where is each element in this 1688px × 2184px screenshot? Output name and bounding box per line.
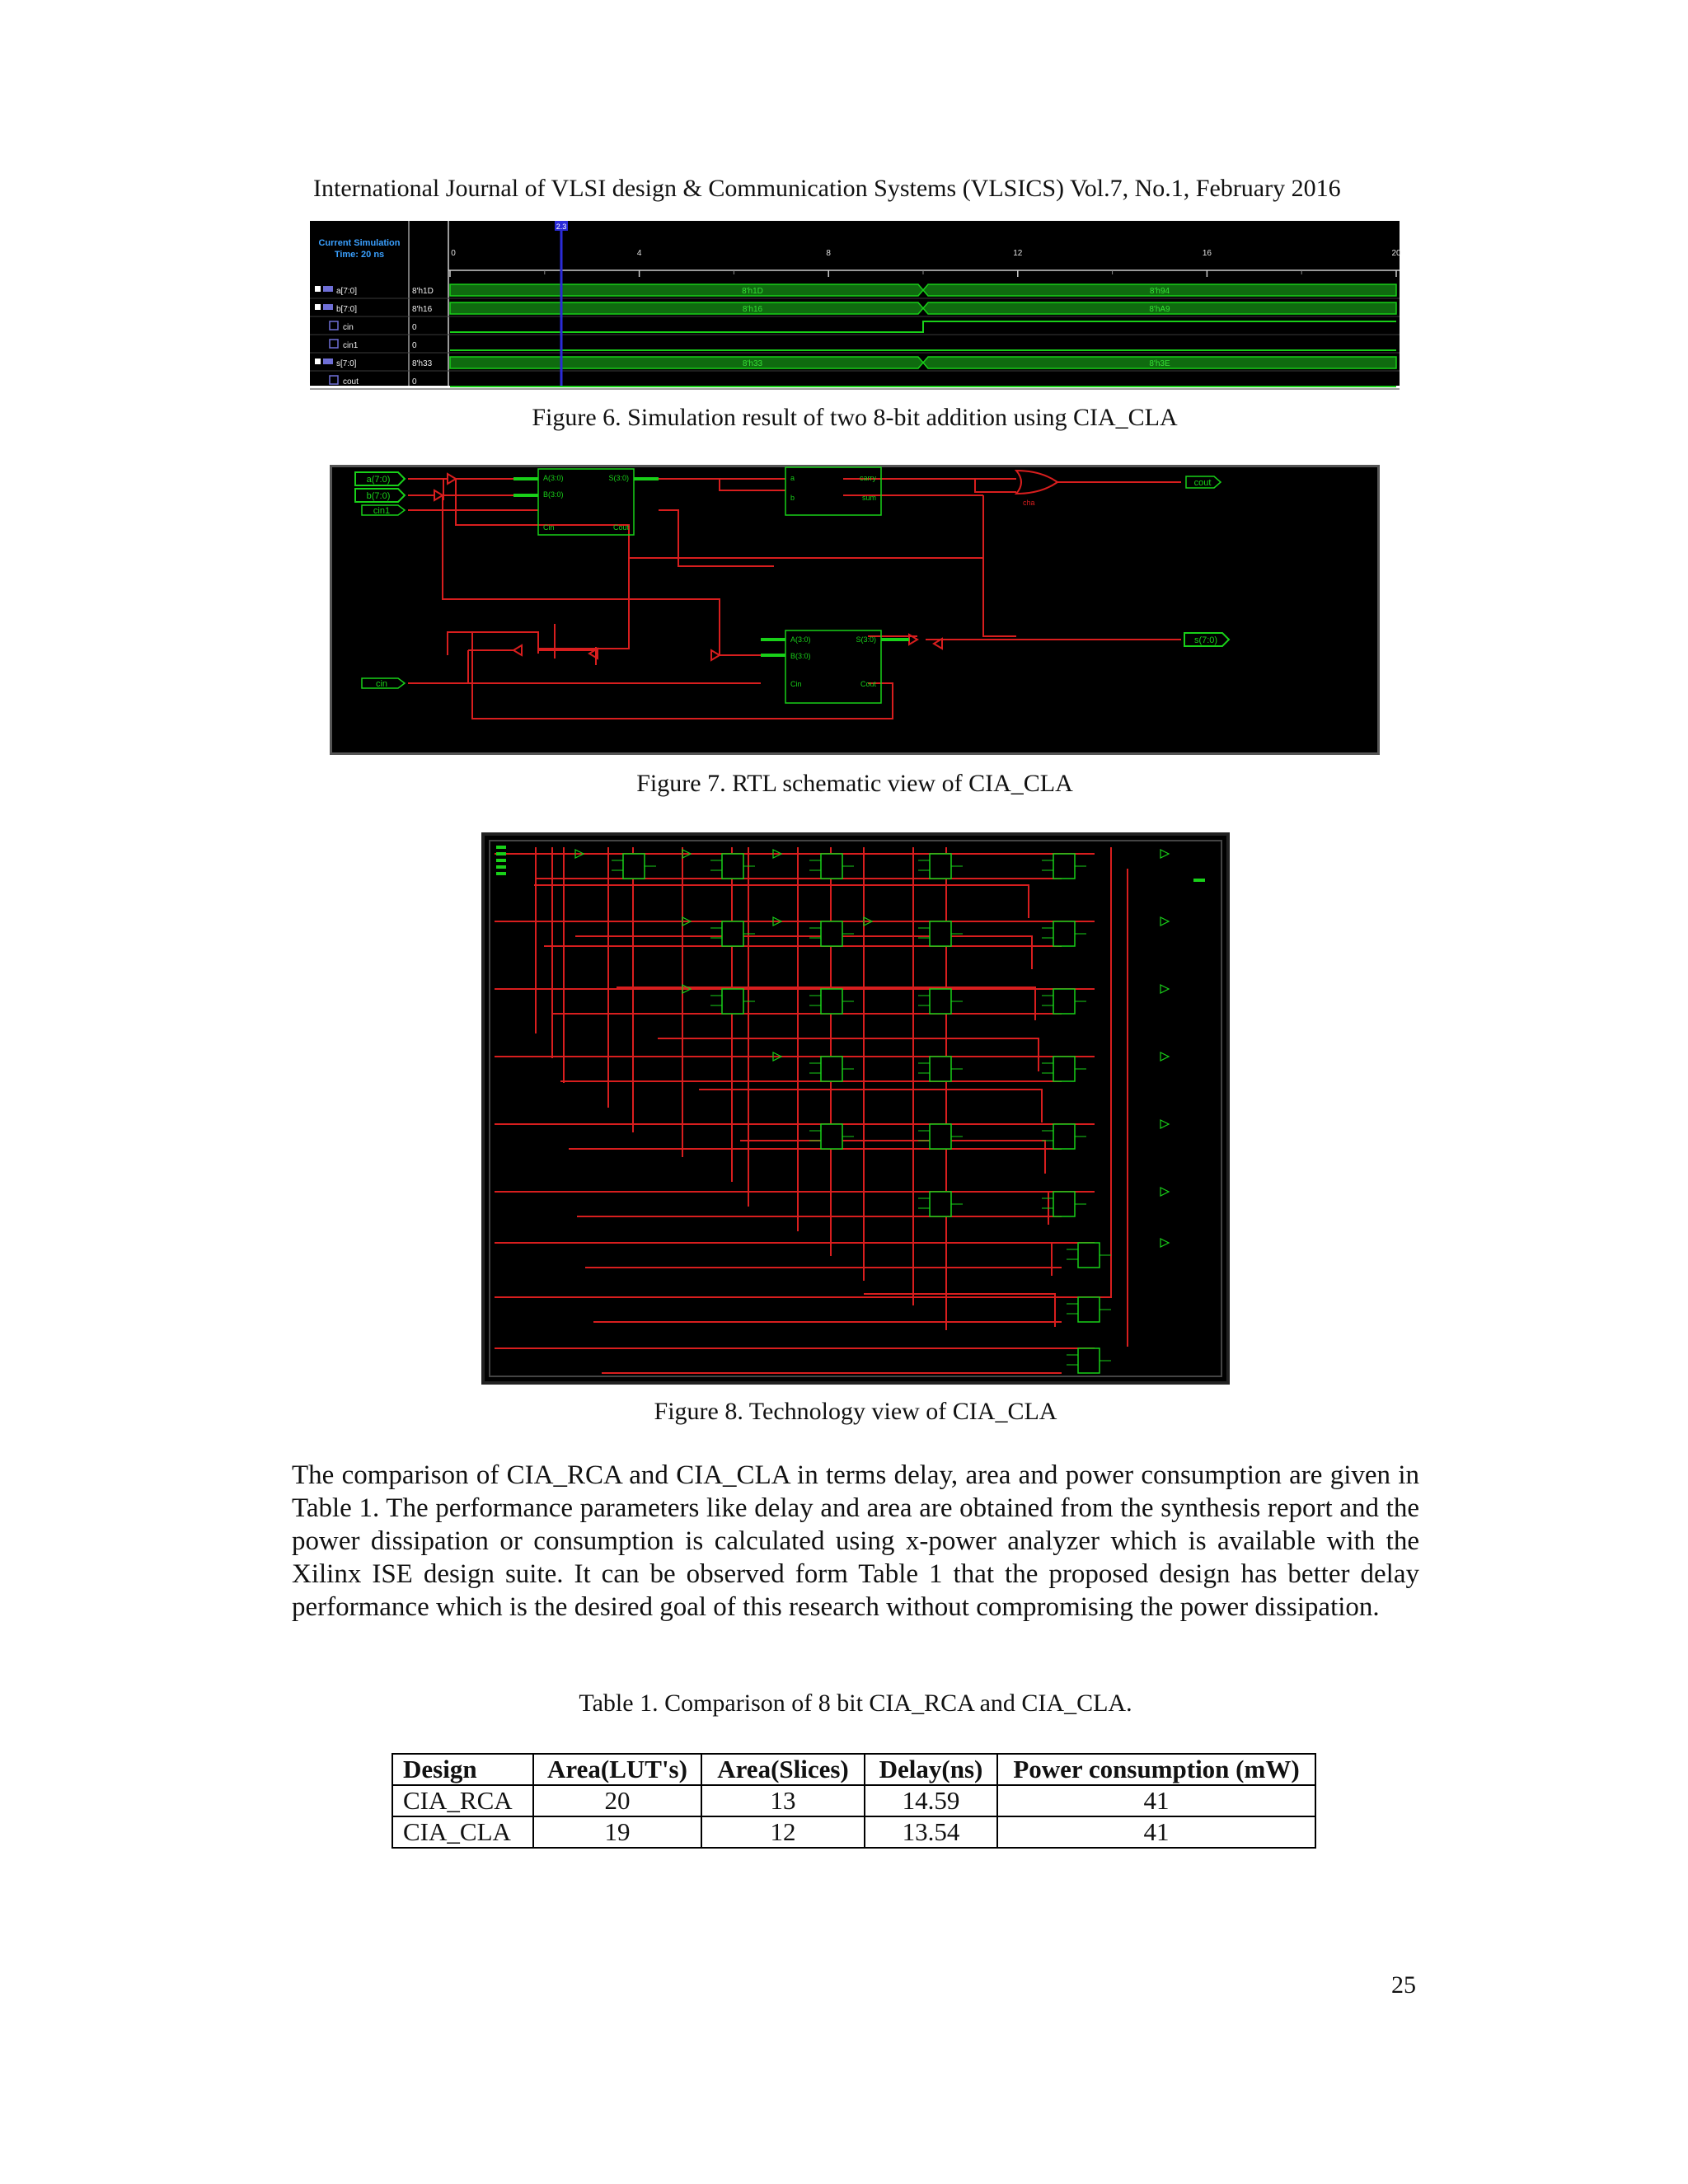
table-1-caption: Table 1. Comparison of 8 bit CIA_RCA and CIA_CLA.	[579, 1690, 1132, 1717]
expand-icon[interactable]	[315, 359, 321, 364]
lut-block	[1042, 1057, 1086, 1081]
svg-text:a(7:0): a(7:0)	[366, 475, 391, 485]
signal-value: 0	[412, 341, 417, 350]
signal-name: cout	[343, 377, 359, 387]
time-tick-label: 12	[1013, 249, 1023, 258]
buffer-symbol	[1160, 1188, 1169, 1196]
svg-text:s(7:0): s(7:0)	[1193, 635, 1218, 645]
figure-6-caption: Figure 6. Simulation result of two 8-bit addition using CIA_CLA	[532, 404, 1178, 431]
cell-delay: 13.54	[865, 1816, 997, 1848]
table-header-row	[392, 1754, 1315, 1785]
tech-input-port	[496, 865, 506, 869]
tech-lut-blocks	[496, 846, 1205, 1373]
rtl-adder-block-3	[761, 630, 909, 703]
time-tick-label: 0	[451, 249, 456, 258]
lut-block	[1042, 989, 1086, 1014]
svg-text:B(3:0): B(3:0)	[790, 652, 811, 660]
port-cin1	[362, 505, 405, 516]
panel-title-line1: Current Simulation	[318, 238, 401, 248]
signal-name: cin	[343, 323, 354, 332]
rtl-or-gate	[1016, 471, 1057, 507]
cell-design: CIA_RCA	[392, 1785, 533, 1816]
tech-wires	[495, 847, 1128, 1373]
cell-power: 41	[997, 1816, 1315, 1848]
svg-text:Cout: Cout	[612, 523, 629, 532]
time-tick-label: 16	[1202, 249, 1212, 258]
signal-row-cout[interactable]	[310, 376, 1400, 389]
figure-7-caption: Figure 7. RTL schematic view of CIA_CLA	[636, 770, 1073, 797]
waveform-svg	[310, 221, 1400, 386]
lut-block	[918, 1124, 963, 1149]
signal-value: 8'h16	[412, 305, 433, 314]
buffer-symbol	[1160, 850, 1169, 858]
header-design: Design	[392, 1754, 533, 1785]
tech-input-port	[496, 872, 506, 875]
signal-value: 8'h1D	[412, 287, 434, 296]
bus-segment	[450, 302, 923, 314]
svg-text:Cout: Cout	[860, 680, 876, 688]
lut-block	[918, 989, 963, 1014]
svg-text:sum: sum	[861, 494, 876, 502]
expand-icon[interactable]	[315, 304, 321, 310]
signal-rows	[310, 284, 1400, 389]
lut-block	[1067, 1297, 1111, 1322]
cell-power: 41	[997, 1785, 1315, 1816]
cell-area-slices: 12	[701, 1816, 865, 1848]
svg-text:cin: cin	[375, 679, 388, 689]
svg-text:B(3:0): B(3:0)	[543, 490, 564, 499]
bus-value-label: 8'h16	[742, 305, 763, 314]
header-delay: Delay(ns)	[865, 1754, 997, 1785]
table-row	[392, 1816, 1315, 1848]
table-row	[392, 1785, 1315, 1816]
figure-7-rtl-schematic	[330, 465, 1380, 755]
svg-text:cout: cout	[1193, 478, 1212, 488]
signal-row-b70[interactable]	[310, 302, 1400, 316]
bus-icon	[323, 286, 333, 292]
cell-area-slices: 13	[701, 1785, 865, 1816]
wire-trace	[450, 321, 1396, 332]
buffer-symbol	[1160, 985, 1169, 993]
signal-row-cin1[interactable]	[310, 340, 1400, 353]
cursor-label: 2.3	[556, 223, 567, 231]
lut-block	[918, 854, 963, 879]
lut-block	[809, 1057, 854, 1081]
cell-area-luts: 19	[533, 1816, 701, 1848]
rtl-cla-block-2	[785, 467, 881, 515]
signal-row-s70[interactable]	[310, 357, 1400, 371]
port-cin	[362, 678, 405, 689]
lut-block	[1042, 921, 1086, 946]
cell-delay: 14.59	[865, 1785, 997, 1816]
tech-wire-path	[495, 847, 1128, 1373]
lut-block	[612, 854, 656, 879]
signal-value: 0	[412, 377, 417, 387]
comparison-table	[392, 1753, 1316, 1849]
bus-icon	[323, 304, 333, 310]
time-tick-label: 20	[1391, 249, 1401, 258]
svg-text:A(3:0): A(3:0)	[790, 635, 811, 644]
panel-title-line2: Time: 20 ns	[334, 250, 385, 260]
lut-block	[809, 921, 854, 946]
signal-name: a[7:0]	[336, 287, 358, 296]
svg-text:carry: carry	[860, 474, 876, 482]
figure-8-technology-view	[481, 832, 1230, 1385]
expand-icon[interactable]	[315, 286, 321, 292]
port-cout	[1186, 476, 1221, 488]
port-a	[355, 472, 405, 485]
buffer-symbol	[1160, 1052, 1169, 1061]
lut-block	[1067, 1243, 1111, 1268]
lut-block	[918, 1057, 963, 1081]
buffer-symbol	[1160, 1120, 1169, 1128]
bus-segment	[450, 357, 923, 368]
port-b	[355, 489, 405, 502]
lut-block	[1067, 1348, 1111, 1373]
svg-text:b(7:0): b(7:0)	[366, 491, 391, 501]
journal-header: International Journal of VLSI design & Communication Systems (VLSICS) Vol.7, No.1, February 2016	[313, 175, 1341, 202]
bus-segment	[450, 284, 923, 296]
lut-block	[1042, 1124, 1086, 1149]
signal-value: 0	[412, 323, 417, 332]
lut-block	[918, 1192, 963, 1216]
bus-value-label: 8'h94	[1149, 287, 1170, 296]
signal-row-a70[interactable]	[310, 284, 1400, 298]
lut-block	[809, 989, 854, 1014]
tech-output-port	[1193, 879, 1205, 882]
svg-text:cha: cha	[1023, 499, 1035, 507]
svg-text:S(3:0): S(3:0)	[856, 635, 876, 644]
page-number: 25	[1391, 1971, 1416, 1999]
bus-value-label: 8'hA9	[1149, 305, 1170, 314]
figure-8-caption: Figure 8. Technology view of CIA_CLA	[654, 1398, 1057, 1425]
time-tick-label: 4	[636, 249, 642, 258]
lut-block	[809, 1124, 854, 1149]
figure-6-simulation-waveform	[310, 221, 1400, 386]
cell-design: CIA_CLA	[392, 1816, 533, 1848]
signal-name: cin1	[343, 341, 359, 350]
header-power: Power consumption (mW)	[997, 1754, 1315, 1785]
bus-value-label: 8'h1D	[742, 287, 763, 296]
buffer-symbol	[1160, 917, 1169, 926]
svg-text:Cin: Cin	[790, 680, 802, 688]
lut-block	[809, 854, 854, 879]
svg-text:S(3:0): S(3:0)	[608, 474, 629, 482]
signal-row-cin[interactable]	[310, 321, 1400, 335]
technology-view-svg	[485, 836, 1226, 1381]
header-area-luts: Area(LUT's)	[533, 1754, 701, 1785]
time-axis	[450, 249, 1401, 277]
lut-block	[1042, 854, 1086, 879]
lut-block	[918, 921, 963, 946]
time-tick-label: 8	[826, 249, 831, 258]
signal-value: 8'h33	[412, 359, 433, 368]
port-s	[1184, 633, 1229, 646]
bus-value-label: 8'h33	[742, 359, 763, 368]
paragraph-text: The comparison of CIA_RCA and CIA_CLA in terms delay, area and power consumption are given in Table 1. The performance parameters like delay and area are obtained from the synthesis report and the power dissipation or consumption is calculated using x-power analyzer which is available with the Xilinx ISE design suite. It can be observed form Table 1 that the proposed design has better delay performance which is the desired goal of this research without compromising the power dissipation.	[292, 1460, 1419, 1622]
body-paragraph	[292, 1459, 1419, 1624]
header-area-slices: Area(Slices)	[701, 1754, 865, 1785]
svg-text:a: a	[790, 474, 795, 482]
buffer-symbol	[1160, 1239, 1169, 1247]
tech-input-port	[496, 859, 506, 862]
rtl-schematic-svg	[332, 467, 1377, 752]
svg-text:Cin: Cin	[543, 523, 555, 532]
bus-value-label: 8'h3E	[1149, 359, 1170, 368]
svg-text:cin1: cin1	[373, 506, 391, 516]
tech-input-port	[496, 852, 506, 855]
tech-input-port	[496, 846, 506, 849]
svg-text:b: b	[790, 494, 795, 502]
svg-text:A(3:0): A(3:0)	[543, 474, 564, 482]
bus-icon	[323, 359, 333, 364]
signal-name: s[7:0]	[336, 359, 357, 368]
cell-area-luts: 20	[533, 1785, 701, 1816]
signal-name: b[7:0]	[336, 305, 358, 314]
